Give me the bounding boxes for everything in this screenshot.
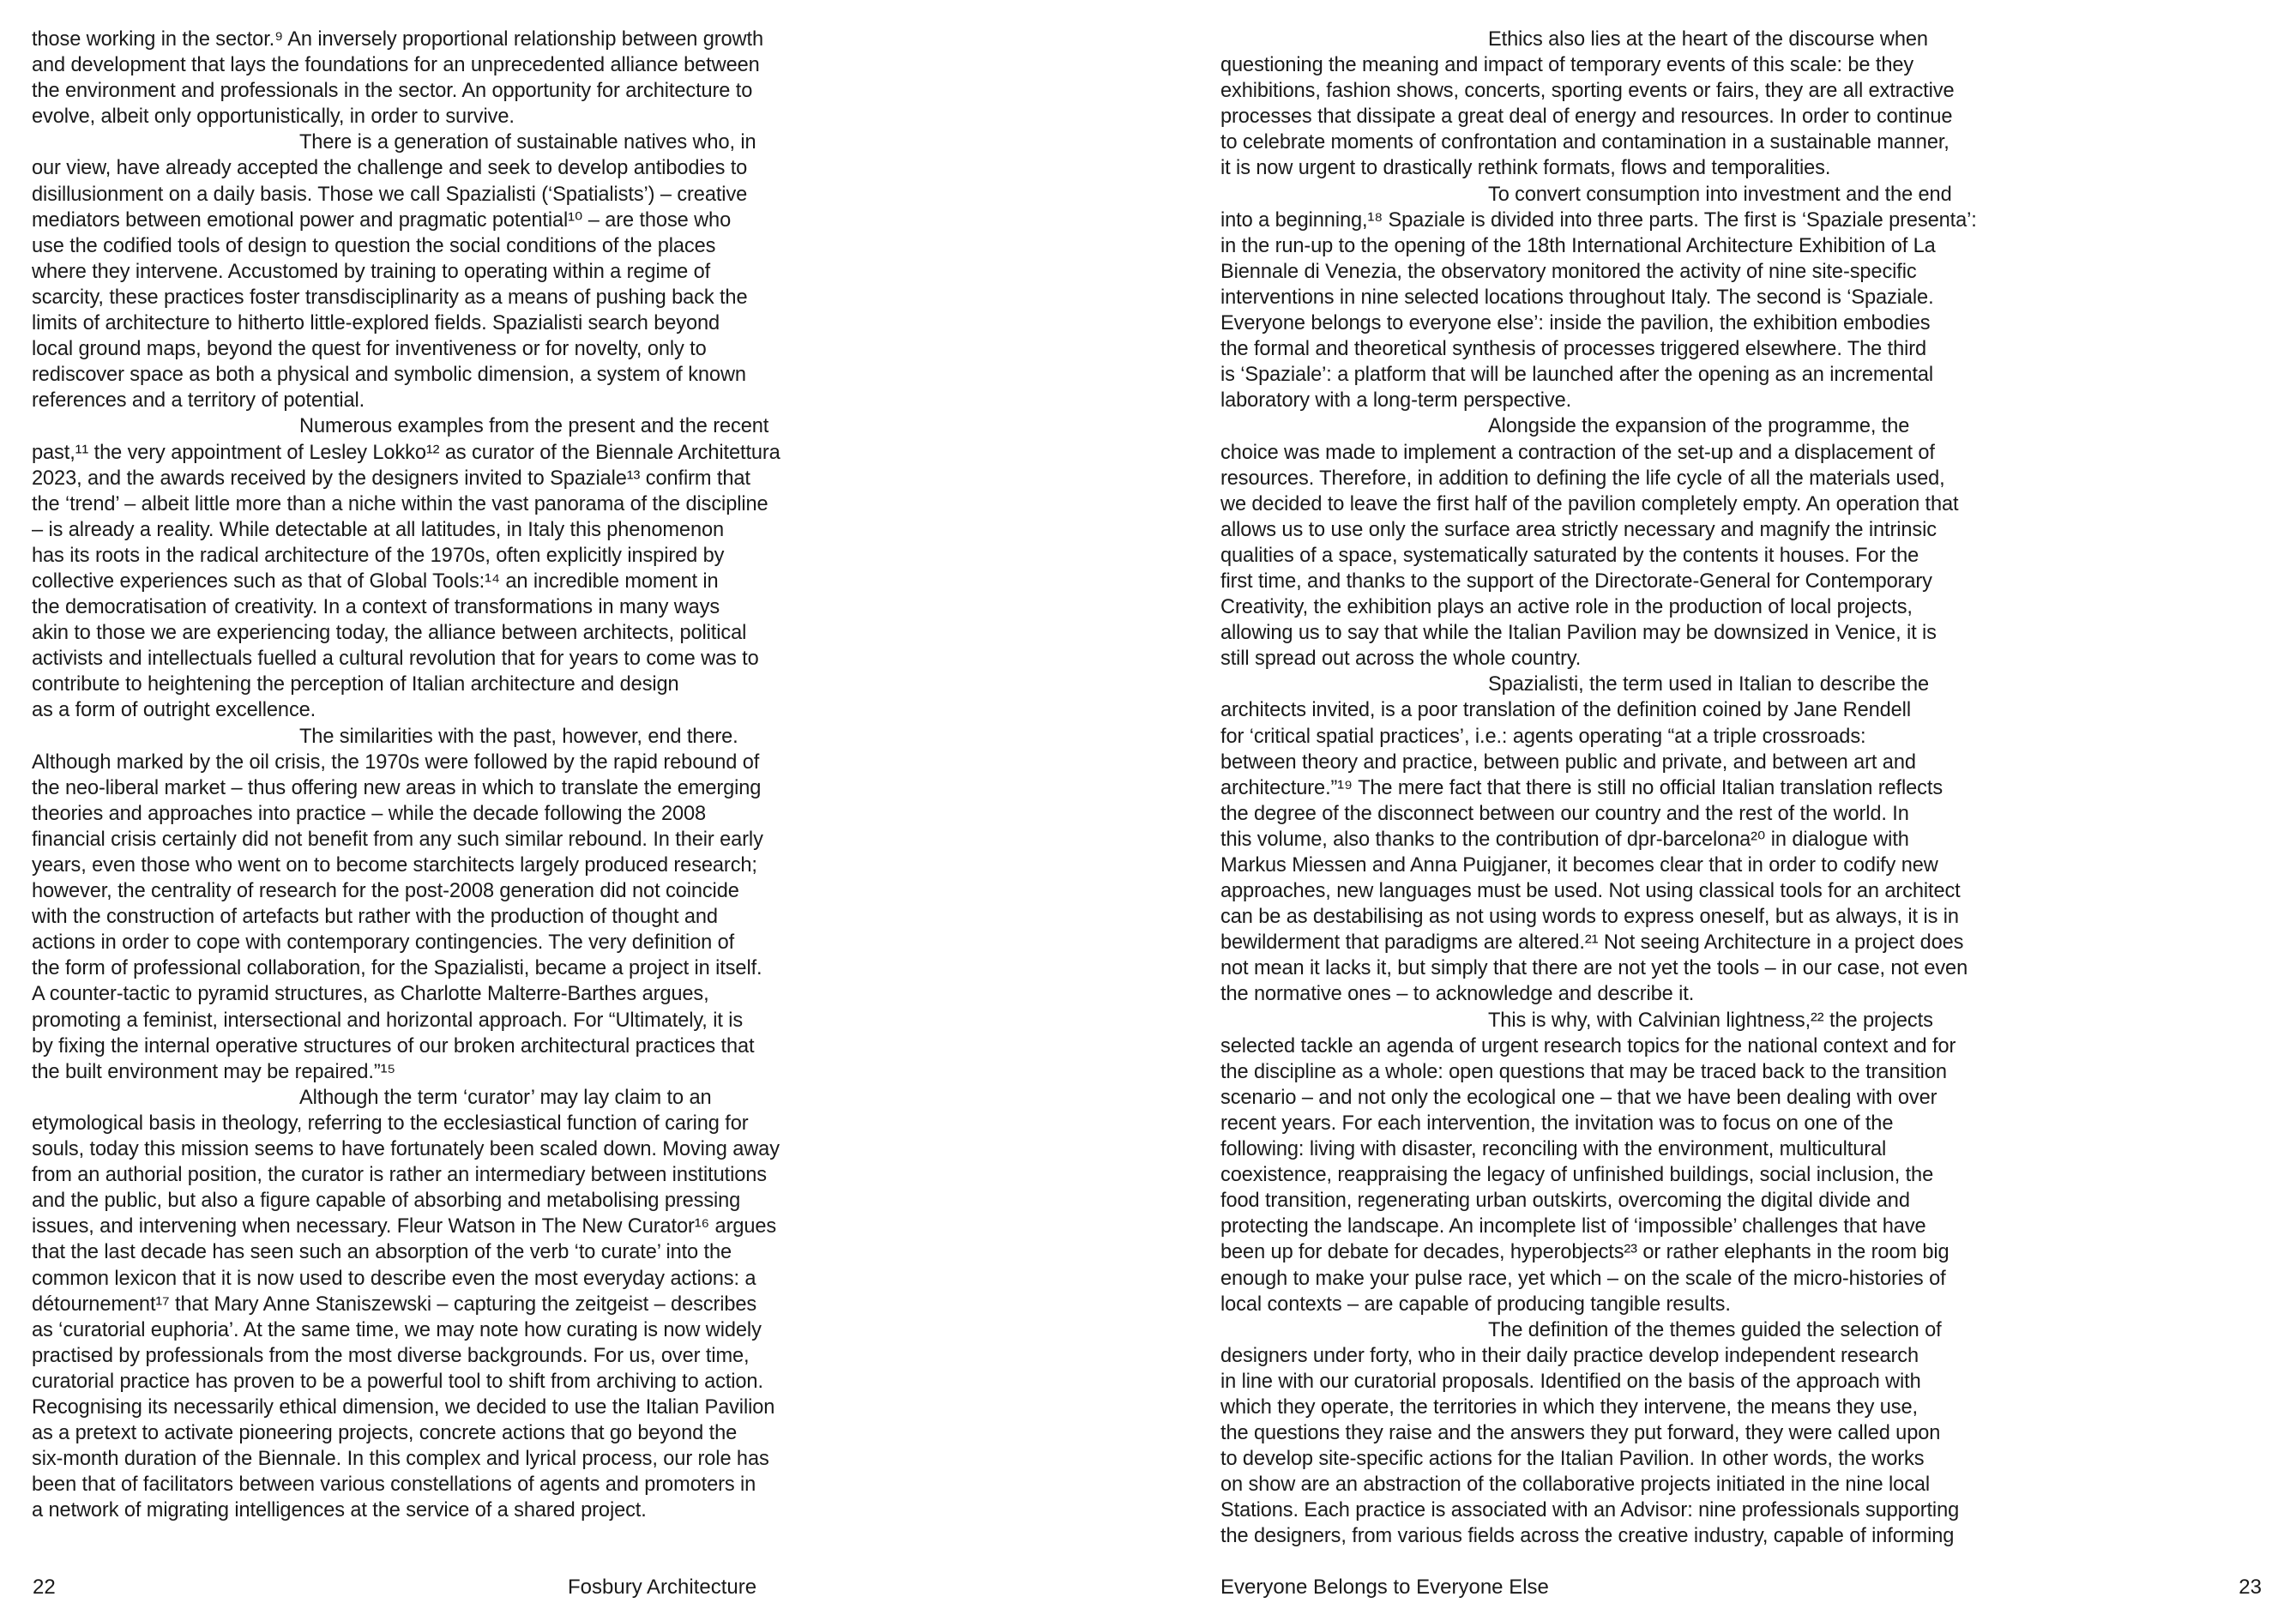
page-number: 22: [33, 1576, 56, 1599]
paragraph: There is a generation of sustainable natives who, in our view, have already accepted the challenge and seek to develop antibodies to disillusionment on a daily basis. Those we call Spazialisti (‘Spatialists’) – creative mediators between emotional power and pragmatic potential¹⁰ – are those who use the codified tools of design to question the social conditions of the places where they intervene. Accustomed by training to operating within a regime of scarcity, these practices foster transdisciplinarity as a means of pushing back the limits of architecture to hitherto little-explored fields. Spazialisti search beyond local ground maps, beyond the quest for inventiveness or for novelty, only to rediscover space as both a physical and symbolic dimension, a system of known references and a territory of potential.: [32, 131, 756, 413]
paragraph: The definition of the themes guided the selection of designers under forty, who in their daily practice develop independent research in line with our curatorial proposals. Identified on the basis of the approach with which they operate, the territories in which they intervene, the means they use, the questions they raise and the answers they put forward, they were called upon to develop site-specific actions for the Italian Pavilion. In other words, the works on show are an abstraction of the collaborative projects initiated in the nine local Stations. Each practice is associated with an Advisor: nine professionals supporting the designers, from various fields across the creative industry, capable of informing: [1220, 1318, 1960, 1548]
left-text-column: [32, 27, 829, 1523]
paragraph: Alongside the expansion of the programme, the choice was made to implement a contraction of the set-up and a displacement of resources. Therefore, in addition to defining the life cycle of all the materials used, we decided to leave the first half of the pavilion completely empty. An operation that allows us to use only the surface area strictly necessary and magnify the intrinsic qualities of a space, systematically saturated by the contents it houses. For the first time, and thanks to the support of the Directorate-General for Contemporary Creativity, the exhibition plays an active role in the production of local projects, allowing us to say that while the Italian Pavilion may be downsized in Venice, it is still spread out across the whole country.: [1220, 415, 1959, 671]
page-number: 23: [2239, 1576, 2262, 1599]
paragraph: those working in the sector.⁹ An inversely proportional relationship between growth and development that lays the foundations for an unprecedented alliance between the environment and professionals in the sector. An opportunity for architecture to evolve, albeit only opportunistically, in order to survive.: [32, 28, 763, 129]
paragraph: Numerous examples from the present and the recent past,¹¹ the very appointment of Lesley Lokko¹² as curator of the Biennale Architettura 2023, and the awards received by the designers invited to Spaziale¹³ confirm that the ‘trend’ – albeit little more than a niche within the vast panorama of the discipline – is already a reality. While detectable at all latitudes, in Italy this phenomenon has its roots in the radical architecture of the 1970s, often explicitly inspired by collective experiences such as that of Global Tools:¹⁴ an incredible moment in the democratisation of creativity. In a context of transformations in many ways akin to those we are experiencing today, the alliance between architects, political activists and intellectuals fuelled a cultural revolution that for years to come was to contribute to heightening the perception of Italian architecture and design as a form of outright excellence.: [32, 415, 780, 722]
paragraph: Although the term ‘curator’ may lay claim to an etymological basis in theology, referring to the ecclesiastical function of caring for souls, today this mission seems to have fortunately been scaled down. Moving away from an authorial position, the curator is rather an intermediary between institutions and the public, but also a figure capable of absorbing and metabolising pressing issues, and intervening when necessary. Fleur Watson in The New Curator¹⁶ argues that the last decade has seen such an absorption of the verb ‘to curate’ into the common lexicon that it is now used to describe even the most everyday actions: a détournement¹⁷ that Mary Anne Staniszewski – capturing the zeitgeist – describes as ‘curatorial euphoria’. At the same time, we may note how curating is now widely practised by professionals from the most diverse backgrounds. For us, over time, curatorial practice has proven to be a powerful tool to shift from archiving to action. Recognising its necessarily ethical dimension, we decided to use the Italian Pavilion as a pretext to activate pioneering projects, concrete actions that go beyond the six-month duration of the Biennale. In this complex and lyrical process, our role has been that of facilitators between various constellations of agents and promoters in a network of migrating intelligences at the service of a shared project.: [32, 1086, 780, 1522]
right-text-column: [1220, 27, 2022, 1550]
running-title: Everyone Belongs to Everyone Else: [1220, 1576, 1549, 1599]
paragraph: Ethics also lies at the heart of the discourse when questioning the meaning and impact of temporary events of this scale: be they exhibitions, fashion shows, concerts, sporting events or fairs, they are all extractive processes that dissipate a great deal of energy and resources. In order to continue to celebrate moments of confrontation and contamination in a sustainable manner, it is now urgent to drastically rethink formats, flows and temporalities.: [1220, 28, 1955, 180]
paragraph: Spazialisti, the term used in Italian to describe the architects invited, is a poor translation of the definition coined by Jane Rendell for ‘critical spatial practices’, i.e.: agents operating “at a triple crossroads: between theory and practice, between public and private, and between art and architecture.”¹⁹ The mere fact that there is still no official Italian translation reflects the degree of the disconnect between our country and the rest of the world. In this volume, also thanks to the contribution of dpr-barcelona²⁰ in dialogue with Markus Miessen and Anna Puigjaner, it becomes clear that in order to codify new approaches, new languages must be used. Not using classical tools for an architect can be as destabilising as not using words to express oneself, but as always, it is in bewilderment that paradigms are altered.²¹ Not seeing Architecture in a project does not mean it lacks it, but simply that there are not yet the tools – in our case, not even the normative ones – to acknowledge and describe it.: [1220, 673, 1968, 1006]
paragraph: This is why, with Calvinian lightness,²² the projects selected tackle an agenda of urgent research topics for the national context and for the discipline as a whole: open questions that may be traced back to the transition scenario – and not only the ecological one – that we have been dealing with over recent years. For each intervention, the invitation was to focus on one of the following: living with disaster, reconciling with the environment, multicultural coexistence, reappraising the legacy of unfinished buildings, social inclusion, the food transition, regenerating urban outskirts, overcoming the digital divide and protecting the landscape. An incomplete list of ‘impossible’ challenges that have been up for debate for decades, hyperobjects²³ or rather elephants in the room big enough to make your pulse race, yet which – on the scale of the micro-histories of local contexts – are capable of producing tangible results.: [1220, 1009, 1956, 1316]
right-page: [1148, 0, 2296, 1621]
running-title: Fosbury Architecture: [568, 1576, 757, 1599]
paragraph: To convert consumption into investment and the end into a beginning,¹⁸ Spaziale is divided into three parts. The first is ‘Spaziale presenta’: in the run-up to the opening of the 18th International Architecture Exhibition of La Biennale di Venezia, the observatory monitored the activity of nine site-specific interventions in nine selected locations throughout Italy. The second is ‘Spaziale. Everyone belongs to everyone else’: inside the pavilion, the exhibition embodies the formal and theoretical synthesis of processes triggered elsewhere. The third is ‘Spaziale’: a platform that will be launched after the opening as an incremental laboratory with a long-term perspective.: [1220, 183, 1977, 413]
paragraph: The similarities with the past, however, end there. Although marked by the oil crisis, the 1970s were followed by the rapid rebound of the neo-liberal market – thus offering new areas in which to translate the emerging theories and approaches into practice – while the decade following the 2008 financial crisis certainly did not benefit from any such similar rebound. In their early years, even those who went on to become starchitects largely produced research; however, the centrality of research for the post-2008 generation did not coincide with the construction of artefacts but rather with the production of thought and actions in order to cope with contemporary contingencies. The very definition of the form of professional collaboration, for the Spazialisti, became a project in itself. A counter-tactic to pyramid structures, as Charlotte Malterre-Barthes argues, promoting a feminist, intersectional and horizontal approach. For “Ultimately, it is by fixing the internal operative structures of our broken architectural practices that the built environment may be repaired.”¹⁵: [32, 725, 763, 1083]
